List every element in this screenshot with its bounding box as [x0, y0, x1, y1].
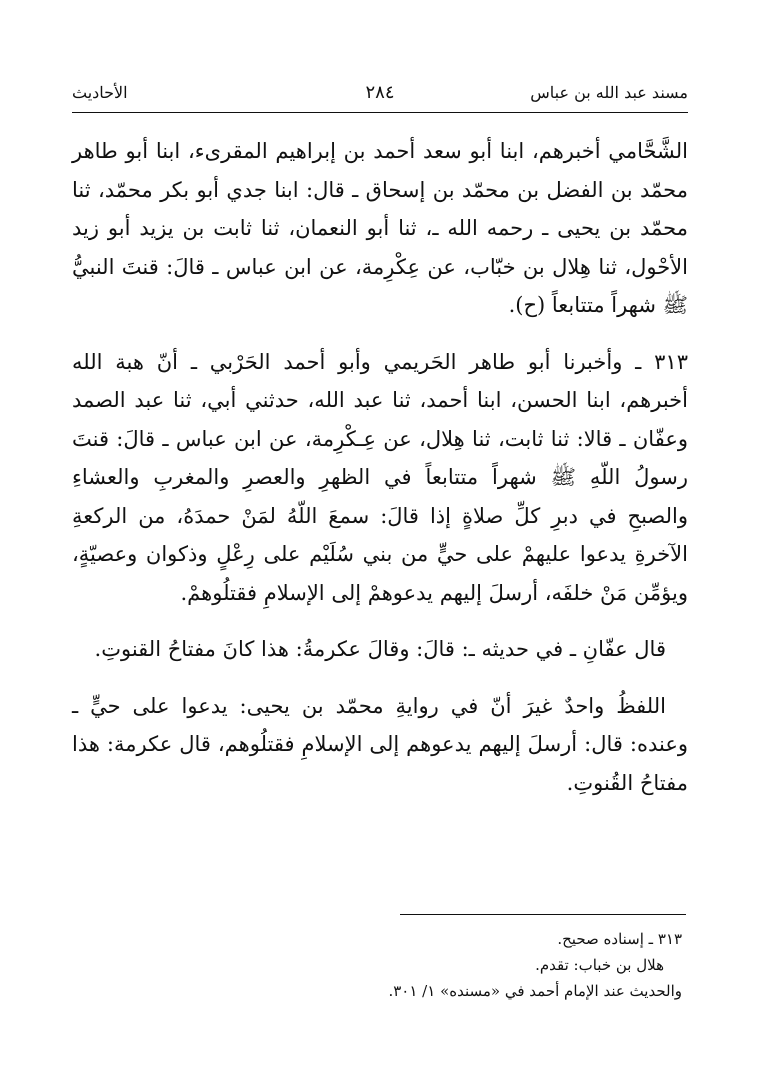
footnote-line: والحديث عند الإمام أحمد في «مسنده» ١/ ٣٠١. [388, 982, 682, 1000]
main-text [72, 132, 688, 802]
paragraph-wording: اللفظُ واحدٌ غيرَ أنّ في روايةِ محمّد بن يحيى: يدعوا على حيٍّ ـ وعنده: قال: أرسلَ إليهم يدعوهم إلى الإسلامِ فقتلُوهم، قال عكرمة: هذا مفتاحُ القُنوتِ. [72, 693, 688, 795]
page-number: ٢٨٤ [365, 82, 395, 103]
running-header [72, 78, 688, 108]
book-title: مسند عبد الله بن عباس [530, 83, 688, 102]
header-divider [72, 112, 688, 113]
hadith-313: ٣١٣ ـ وأخبرنا أبو طاهر الحَريمي وأبو أحمد الحَرْبي ـ أنّ هبة الله أخبرهم، ابنا الحسن، ابنا أحمد، ثنا عبد الله، حدثني أبي، ثنا عبد الصمد وعفّان ـ قالا: ثنا ثابت، ثنا هِلال، عن عِـكْرِمة، عن ابن عباس ـ قالَ: قنتَ رسولُ اللّهِ ﷺ شهراً متتابعاً في الظهرِ والعصرِ والمغربِ والعشاءِ والصبحِ في دبرِ كلِّ صلاةٍ إذا قالَ: سمعَ اللّهُ لمَنْ حمدَهُ، من الركعةِ الآخرةِ يدعوا عليهمْ على حيٍّ من بني سُلَيْم على رِعْلٍ وذكوان وعصيّةٍ، ويؤمِّن مَنْ خلفَه، أرسلَ إليهم يدعوهمْ إلى الإسلامِ فقتلُوهمْ. [72, 349, 688, 605]
footnote-line: هلال بن خباب: تقدم. [535, 956, 664, 974]
section-title: الأحاديث [72, 83, 128, 102]
footnote-divider [400, 914, 686, 915]
footnotes [72, 926, 682, 1004]
footnote-line: ٣١٣ ـ إسناده صحيح. [557, 930, 682, 948]
paragraph-isnad: الشَّحَّامي أخبرهم، ابنا أبو سعد أحمد بن إبراهيم المقرىء، ابنا أبو طاهر محمّد بن الفضل بن محمّد بن إسحاق ـ قال: ابنا جدي أبو بكر محمّد، ثنا محمّد بن يحيى ـ رحمه الله ـ، ثنا أبو النعمان، ثنا ثابت بن يزيد أبو زيد الأحْول، ثنا هِلال بن خبّاب، عن عِكْرِمة، عن ابن عباس ـ قالَ: قنتَ النبيُّ ﷺ شهراً متتابعاً (ح). [72, 139, 688, 317]
paragraph-affan: قال عفّانِ ـ في حديثه ـ: قالَ: وقالَ عكرمةُ: هذا كانَ مفتاحُ القنوتِ. [94, 637, 666, 661]
